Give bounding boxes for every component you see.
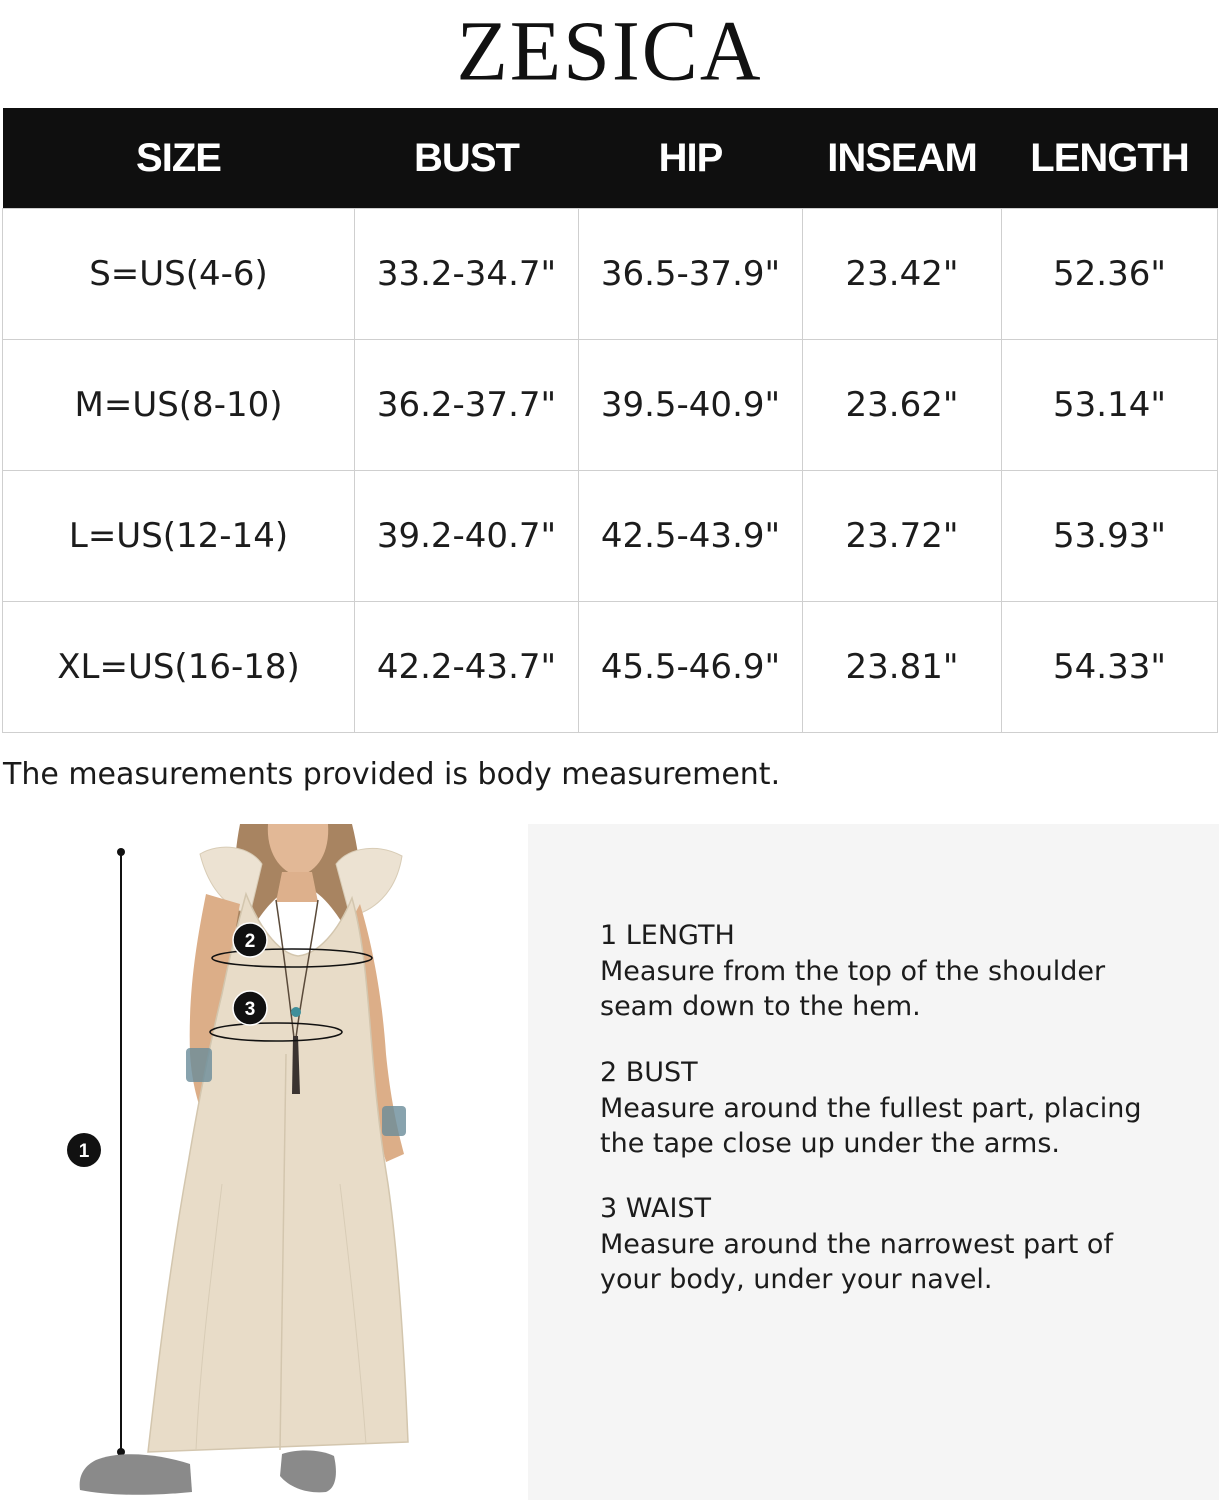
marker-2-label: 2 xyxy=(244,931,256,952)
cell-inseam: 23.62" xyxy=(803,340,1002,471)
cell-inseam: 23.42" xyxy=(803,209,1002,340)
cell-bust: 36.2-37.7" xyxy=(355,340,579,471)
cell-inseam: 23.72" xyxy=(803,471,1002,602)
cell-bust: 33.2-34.7" xyxy=(355,209,579,340)
size-chart-table xyxy=(2,108,1218,733)
cell-hip: 36.5-37.9" xyxy=(579,209,803,340)
cell-length: 53.93" xyxy=(1002,471,1218,602)
measure-instructions-panel xyxy=(528,824,1219,1500)
cell-bust: 42.2-43.7" xyxy=(355,602,579,733)
jumpsuit-illustration xyxy=(0,824,520,1500)
bracelets-right xyxy=(382,1106,406,1136)
cell-size: L=US(12-14) xyxy=(3,471,355,602)
instruction-waist xyxy=(600,1191,1200,1297)
marker-1-label: 1 xyxy=(78,1141,90,1162)
table-header-row xyxy=(3,108,1218,209)
neck-shape xyxy=(276,872,318,902)
instruction-text: Measure from the top of the shoulder seam down to the hem. xyxy=(600,956,1106,1022)
measurement-note: The measurements provided is body measurement. xyxy=(3,757,781,792)
cell-size: M=US(8-10) xyxy=(3,340,355,471)
cell-size: XL=US(16-18) xyxy=(3,602,355,733)
left-shoe xyxy=(80,1454,192,1495)
cell-size: S=US(4-6) xyxy=(3,209,355,340)
instruction-length xyxy=(600,918,1200,1024)
cell-length: 52.36" xyxy=(1002,209,1218,340)
length-line-top-dot xyxy=(117,848,125,856)
instruction-title: 1 LENGTH xyxy=(600,920,735,951)
header-hip: HIP xyxy=(579,108,803,209)
instruction-bust xyxy=(600,1055,1200,1161)
cell-hip: 39.5-40.9" xyxy=(579,340,803,471)
table-row xyxy=(3,209,1218,340)
table-row xyxy=(3,471,1218,602)
instruction-title: 2 BUST xyxy=(600,1057,698,1088)
header-bust: BUST xyxy=(355,108,579,209)
cell-length: 53.14" xyxy=(1002,340,1218,471)
right-shoe xyxy=(280,1450,336,1492)
marker-1 xyxy=(67,1133,101,1167)
table-row xyxy=(3,340,1218,471)
cell-hip: 45.5-46.9" xyxy=(579,602,803,733)
instruction-text: Measure around the fullest part, placing the tape close up under the arms. xyxy=(600,1093,1142,1159)
cell-bust: 39.2-40.7" xyxy=(355,471,579,602)
header-size: SIZE xyxy=(3,108,355,209)
instruction-text: Measure around the narrowest part of your body, under your navel. xyxy=(600,1229,1113,1295)
turquoise-stone xyxy=(291,1007,301,1017)
marker-2 xyxy=(233,923,267,957)
header-length: LENGTH xyxy=(1002,108,1218,209)
cell-inseam: 23.81" xyxy=(803,602,1002,733)
cell-length: 54.33" xyxy=(1002,602,1218,733)
marker-3-label: 3 xyxy=(244,999,256,1020)
instruction-title: 3 WAIST xyxy=(600,1193,712,1224)
brand-name: ZESICA xyxy=(456,4,763,99)
table-row xyxy=(3,602,1218,733)
model-figure xyxy=(0,824,520,1500)
cell-hip: 42.5-43.9" xyxy=(579,471,803,602)
bracelets-left xyxy=(186,1048,212,1082)
header-inseam: INSEAM xyxy=(803,108,1002,209)
brand-logo xyxy=(0,0,1219,104)
marker-3 xyxy=(233,991,267,1025)
